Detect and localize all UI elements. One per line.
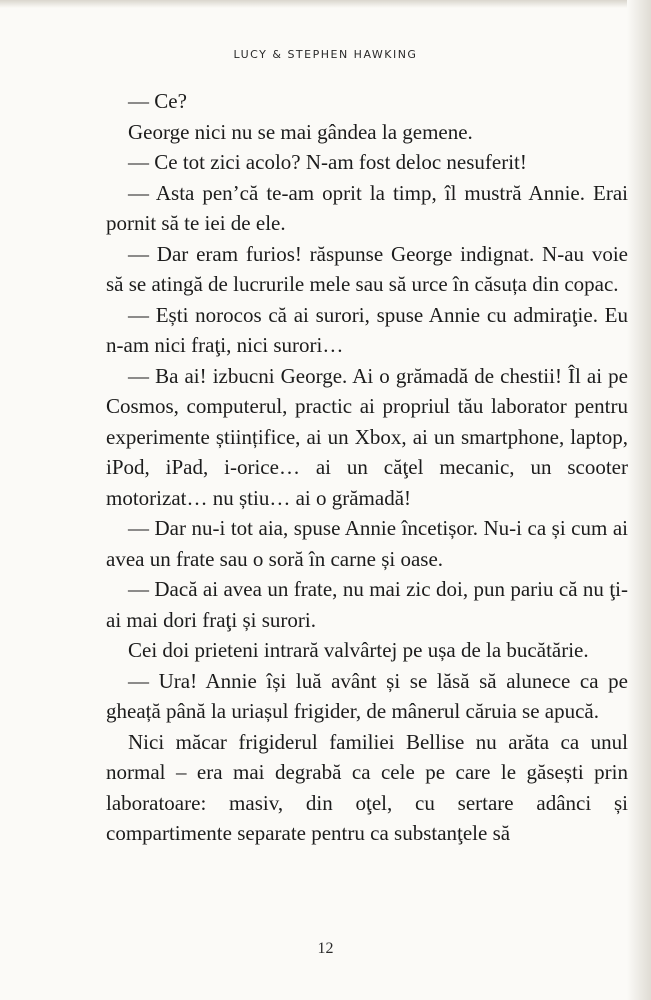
paragraph: — Dar eram furios! răspunse George indignat. N-au voie să se atingă de lucrurile mele sau să urce în căsuța din copac.	[106, 241, 628, 296]
paragraph: — Ba ai! izbucni George. Ai o grămadă de chestii! Îl ai pe Cosmos, computerul, practic ai propriul tău laborator pentru experimente științifice, ai un Xbox, ai un smartphone, laptop, iPod, iPad, i-orice… ai un căţel mecanic, un scooter motorizat… nu știu… ai o grămadă!	[106, 363, 628, 510]
paragraph: — Ești norocos că ai surori, spuse Annie cu admiraţie. Eu n-am nici fraţi, nici surori…	[106, 302, 628, 357]
page-gutter-shadow	[627, 0, 651, 1000]
page-top-edge	[0, 0, 651, 8]
paragraph: — Ce tot zici acolo? N-am fost deloc nesuferit!	[128, 150, 527, 174]
paragraph: Cei doi prieteni intrară valvârtej pe ușa de la bucătărie.	[128, 638, 589, 662]
running-header: LUCY & STEPHEN HAWKING	[233, 48, 418, 61]
paragraph: — Asta pen’că te-am oprit la timp, îl mustră Annie. Erai pornit să te iei de ele.	[106, 180, 628, 235]
page-number: 12	[317, 940, 334, 957]
paragraph: — Ce?	[128, 89, 187, 113]
paragraph: George nici nu se mai gândea la gemene.	[128, 119, 473, 144]
paragraph: — Dacă ai avea un frate, nu mai zic doi, pun pariu că nu ţi-ai mai dori fraţi și surori.	[106, 577, 628, 632]
paragraph: — Dar nu-i tot aia, spuse Annie încetișor. Nu-i ca și cum ai avea un frate sau o soră în carne și oase.	[106, 516, 628, 571]
paragraph: — Ura! Annie își luă avânt și se lăsă să alunece ca pe gheață până la uriașul frigider, de mânerul căruia se apucă.	[106, 668, 628, 723]
body-text	[106, 86, 628, 849]
paragraph: Nici măcar frigiderul familiei Bellise nu arăta ca unul normal – era mai degrabă ca cele pe care le găsești prin laboratoare: masiv, din oţel, cu sertare adânci și compartimente separate pentru ca substanţele să	[106, 729, 628, 845]
